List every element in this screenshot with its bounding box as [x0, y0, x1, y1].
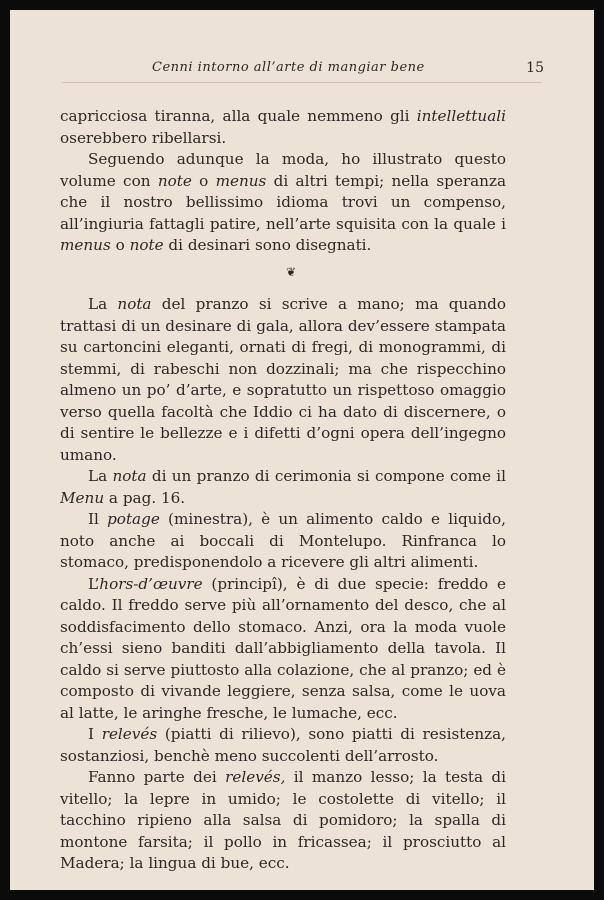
page-number: 15	[526, 60, 544, 76]
paragraph-potage: Il potage (minestra), è un alimento caldo e liquido, noto anche ai boccali di Montelupo. Rinfranca lo stomaco, predisponendolo a ricevere gli altri alimenti.	[60, 510, 506, 571]
paragraph-seguendo: Seguendo adunque la moda, ho illustrato questo volume con note o menus di altri tempi; nella speranza che il nostro bellissimo idioma trovi un compenso, all’ingiuria fattagli patire, nell’arte squisita con la quale i menus o note di desinari sono disegnati.	[60, 150, 506, 254]
paragraph-menu-reference: La nota di un pranzo di cerimonia si compone come il Menu a pag. 16.	[60, 467, 507, 507]
paragraph-nota: La nota del pranzo si scrive a mano; ma quando trattasi di un desinare di gala, allora dev’essere stampata su cartoncini eleganti, ornati di fregi, di monogrammi, di stemmi, di rabeschi non dozzinali; ma che rispecchino almeno un po’ d’arte, e sopratutto un rispettoso omaggio verso quella facoltà che Iddio ci ha dato di discernere, o di sentire le bellezze e i difetti d’ogni opera dell’ingegno umano.	[60, 295, 506, 464]
paragraph-releves-list: Fanno parte dei relevés, il manzo lesso; la testa di vitello; la lepre in umido; le costolette di vitello; il tacchino ripieno alla salsa di pomidoro; la spalla di montone farsita; il pollo in fricassea; il prosciutto al Madera; la lingua di bue, ecc.	[60, 768, 506, 872]
running-head	[10, 56, 594, 80]
paragraph-hors-doeuvre: L’hors-d’œuvre (principî), è di due specie: freddo e caldo. Il freddo serve più all’ornamento del desco, che al soddisfacimento dello stomaco. Anzi, ora la moda vuole ch’essi sieno banditi dall’abbigliamento della tavola. Il caldo si serve piuttosto alla colazione, che al pranzo; ed è composto di vivande leggiere, senza salsa, come le uova al latte, le aringhe fresche, le lumache, ecc.	[60, 574, 506, 722]
header-rule	[62, 82, 542, 83]
book-page	[10, 10, 594, 890]
paragraph-releves: I relevés (piatti di rilievo), sono piatti di resistenza, sostanziosi, benchè meno succolenti dell’arrosto.	[60, 725, 506, 765]
text-block-main	[60, 294, 506, 875]
section-ornament: ❦	[286, 265, 297, 279]
paragraph-continuation: capricciosa tiranna, alla quale nemmeno gli intellettuali oserebbero ribellarsi.	[60, 107, 506, 147]
text-block-top	[60, 106, 506, 257]
running-title: Cenni intorno all’arte di mangiar bene	[152, 60, 425, 75]
